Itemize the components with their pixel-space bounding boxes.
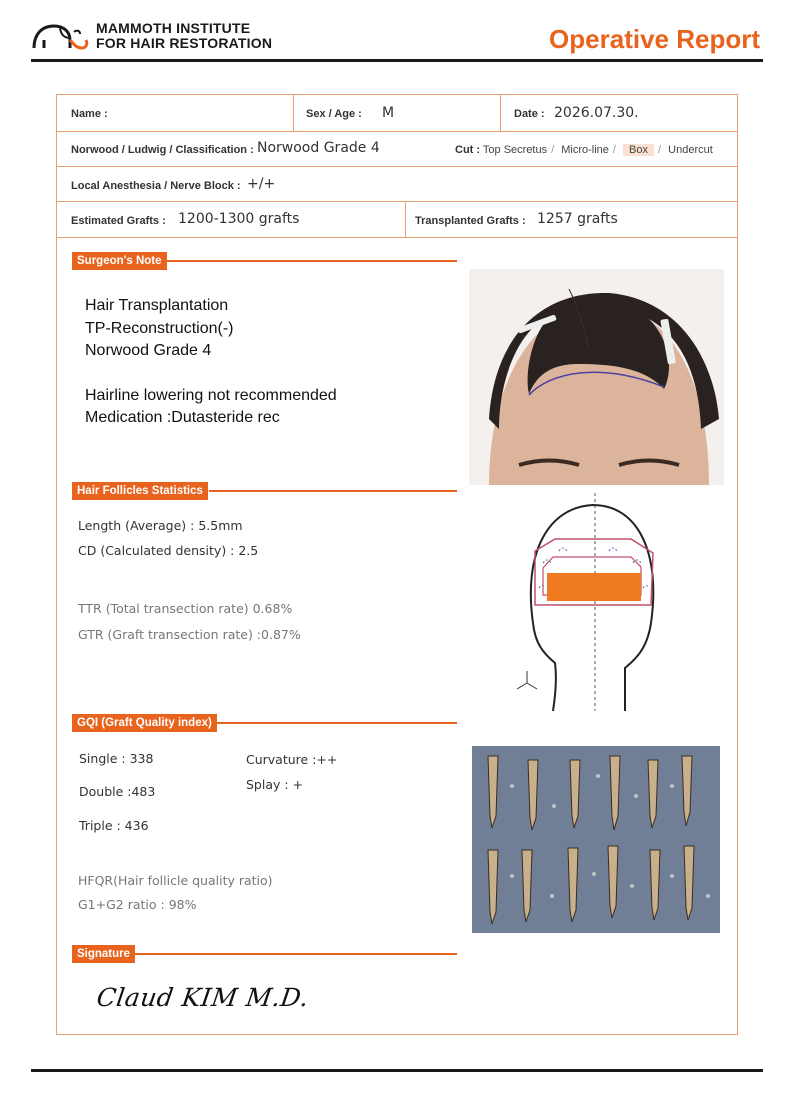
density-stat: CD (Calculated density) : 2.5 [78,543,259,558]
scalp-photo-illustration [469,269,724,485]
sex-age-label: Sex / Age : [306,108,362,120]
classification-row [57,132,737,167]
g1g2-ratio: G1+G2 ratio : 98% [78,897,197,912]
graft-sample-illustration [472,746,720,933]
grafts-row [57,202,737,238]
transplanted-grafts-label: Transplanted Grafts : [415,215,526,227]
cut-option-micro-line: Micro-line [561,144,609,156]
surgeons-note-text [85,295,337,430]
classification-value: Norwood Grade 4 [257,140,380,156]
sex-age-value: M [382,105,395,121]
graft-sample-photo [472,746,720,933]
triple-count: Triple : 436 [79,818,149,833]
hfqr-label: HFQR(Hair follicle quality ratio) [78,873,273,888]
gtr-stat: GTR (Graft transection rate) :0.87% [78,627,301,642]
patient-info-row [57,95,737,132]
surgeons-note-heading: Surgeon's Note [72,252,457,270]
signature-heading: Signature [72,945,457,963]
anesthesia-label: Local Anesthesia / Nerve Block : [71,180,241,192]
divider [500,95,501,131]
gqi-heading: GQI (Graft Quality index) [72,714,457,732]
mammoth-logo-icon [30,20,90,52]
ttr-stat: TTR (Total transection rate) 0.68% [78,601,293,616]
surgeon-signature: Claud KIM M.D. [94,983,311,1012]
note-line [85,363,337,385]
estimated-grafts-label: Estimated Grafts : [71,215,166,227]
divider [293,95,294,131]
note-line: TP-Reconstruction(-) [85,319,234,337]
name-label: Name : [71,108,108,120]
cut-option-box: Box [623,144,654,156]
curvature-stat: Curvature :++ [246,752,338,767]
transplanted-grafts-value: 1257 grafts [537,211,618,227]
anesthesia-value: +/+ [247,176,276,192]
head-back-diagram-icon [513,493,668,711]
divider [405,202,406,237]
double-count: Double :483 [79,784,156,799]
org-name-line2: FOR HAIR RESTORATION [96,35,273,51]
cut-options: Cut : Top Secretus / Micro-line / Box / Undercut [455,144,713,156]
cut-option-undercut: Undercut [668,144,713,156]
length-stat: Length (Average) : 5.5mm [78,518,243,533]
note-line: Norwood Grade 4 [85,342,212,359]
note-line: Hair Transplantation [85,297,229,314]
classification-label: Norwood / Ludwig / Classification : [71,144,254,156]
single-count: Single : 338 [79,751,154,766]
header-divider [31,59,763,62]
anesthesia-row [57,167,737,202]
institute-logo [30,20,272,52]
report-form [56,94,738,1035]
statistics-heading: Hair Follicles Statistics [72,482,457,500]
donor-area-diagram [513,493,668,711]
note-line: Medication :Dutasteride rec [85,409,280,426]
splay-stat: Splay : + [246,777,304,792]
report-title: Operative Report [549,24,760,54]
date-label: Date : [514,108,545,120]
note-line: Hairline lowering not recommended [85,386,337,404]
org-name-line1: MAMMOTH INSTITUTE [96,20,251,36]
date-value: 2026.07.30. [554,105,639,121]
cut-option-top-secretus: Top Secretus [482,144,548,156]
cut-label: Cut : [455,144,481,156]
estimated-grafts-value: 1200-1300 grafts [178,211,300,227]
scalp-photo [469,269,724,485]
footer-divider [31,1069,763,1072]
